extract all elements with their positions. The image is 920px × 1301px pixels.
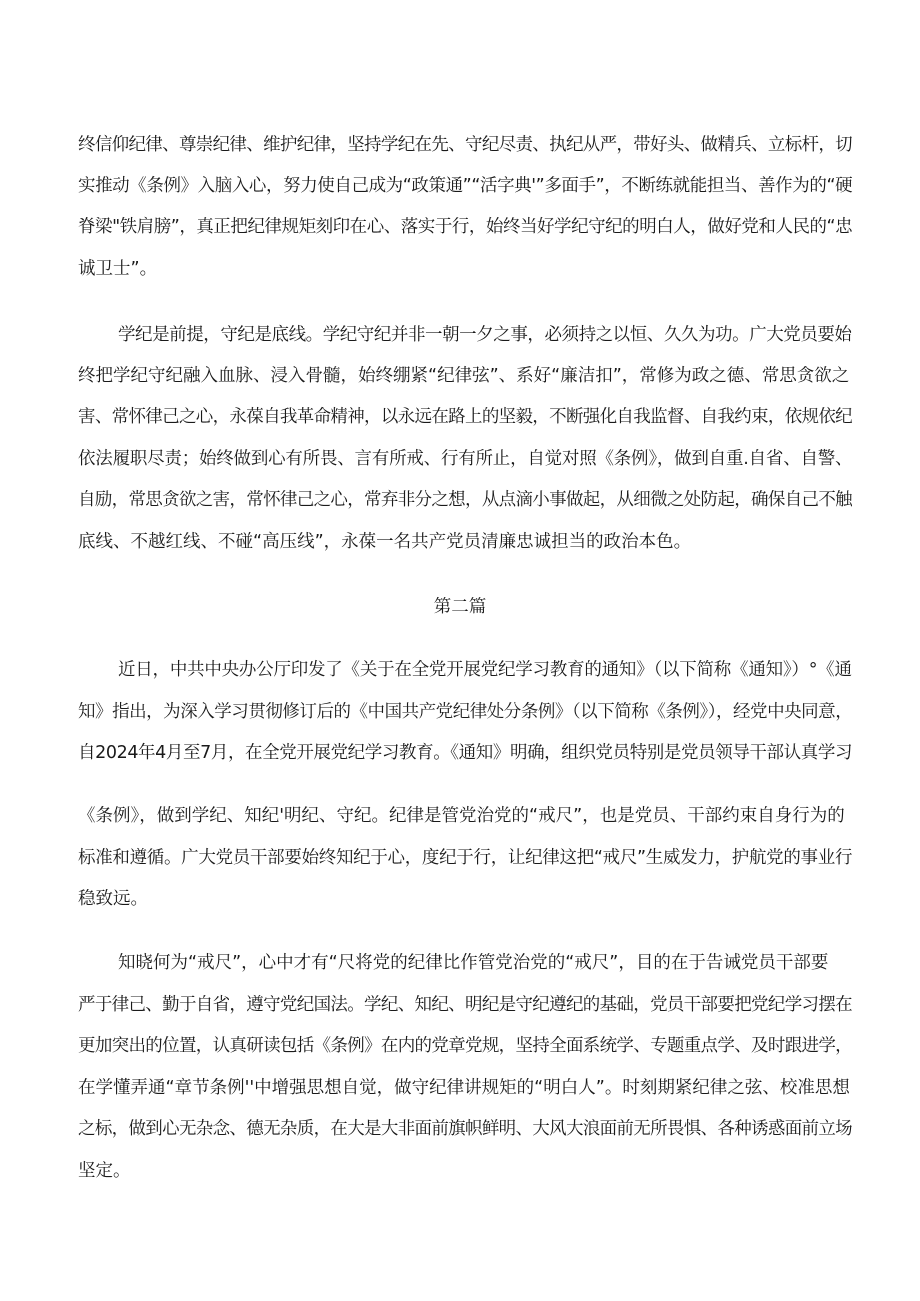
- paragraph-line: 《条例》，做到学纪、知纪'明纪、守纪。纪律是管党治党的“戒尺”，也是党员、干部约束自身行为的: [78, 806, 845, 826]
- paragraph-line: 知晓何为“戒尺”，心中才有“尺将党的纪律比作管党治党的“戒尺”，目的在于告诫党员干部要: [118, 953, 829, 973]
- paragraph-line: 更加突出的位置，认真研读包括《条例》在内的党章党规，坚持全面系统学、专题重点学、及时跟进学，: [78, 1036, 852, 1056]
- paragraph-line: 诚卫士”。: [78, 259, 158, 279]
- paragraph-line: 学纪是前提，守纪是底线。学纪守纪并非一朝一夕之事，必须持之以恒、久久为功。广大党员要始: [118, 325, 852, 345]
- paragraph-line: 严于律己、勤于自省，遵守党纪国法。学纪、知纪、明纪是守纪遵纪的基础，党员干部要把党纪学习摆在: [78, 995, 852, 1015]
- paragraph-line: 脊梁"铁肩膀”，真正把纪律规矩刻印在心、落实于行，始终当好学纪守纪的明白人，做好党和人民的“忠: [78, 217, 853, 237]
- paragraph-line: 近日，中共中央办公厅印发了《关于在全党开展党纪学习教育的通知》（以下简称《通知》）°《通: [118, 660, 852, 680]
- paragraph-line: 知》指出，为深入学习贯彻修订后的《中国共产党纪律处分条例》（以下简称《条例》），经党中央同意，: [78, 702, 853, 722]
- paragraph-line: 终把学纪守纪融入血脉、浸入骨髓，始终绷紧“纪律弦”、系好“廉洁扣”，常修为政之德、常思贪欲之: [78, 366, 850, 386]
- section-title: 第二篇: [433, 597, 487, 617]
- paragraph-line: 底线、不越红线、不碰“高压线”，永葆一名共产党员清廉忠诚担当的政治本色。: [78, 532, 692, 552]
- paragraph-line: 终信仰纪律、尊崇纪律、维护纪律，坚持学纪在先、守纪尽责、执纪从严，带好头、做精兵、立标杆，切: [78, 135, 852, 155]
- paragraph-line: 依法履职尽责；始终做到心有所畏、言有所戒、行有所止，自觉对照《条例》，做到自重.自省、自警、: [78, 449, 853, 469]
- paragraph-line: 稳致远。: [78, 889, 148, 909]
- paragraph-line: 自2024年4月至7月，在全党开展党纪学习教育。《通知》明确，组织党员特别是党员领导干部认真学习: [78, 743, 853, 763]
- paragraph-line: 实推动《条例》入脑入心，努力使自己成为“政策通”“活字典'”多面手”，不断练就能担当、善作为的“硬: [78, 176, 853, 196]
- paragraph-line: 在学懂弄通“章节条例''中增强思想自觉，做守纪律讲规矩的“明白人”。时刻期紧纪律之弦、校准思想: [78, 1078, 850, 1098]
- paragraph-line: 标准和遵循。广大党员干部要始终知纪于心，度纪于行，让纪律这把“戒尺”生威发力，护航党的事业行: [78, 848, 853, 868]
- paragraph-line: 坚定。: [78, 1161, 131, 1181]
- paragraph-line: 之标，做到心无杂念、德无杂质，在大是大非面前旗帜鲜明、大风大浪面前无所畏惧、各种诱惑面前立场: [78, 1119, 852, 1139]
- paragraph-line: 害、常怀律己之心，永葆自我革命精神，以永远在路上的坚毅，不断强化自我监督、自我约束，依规依纪: [78, 407, 852, 427]
- paragraph-line: 自励，常思贪欲之害，常怀律己之心，常弃非分之想，从点滴小事做起，从细微之处防起，确保自己不触: [78, 490, 852, 510]
